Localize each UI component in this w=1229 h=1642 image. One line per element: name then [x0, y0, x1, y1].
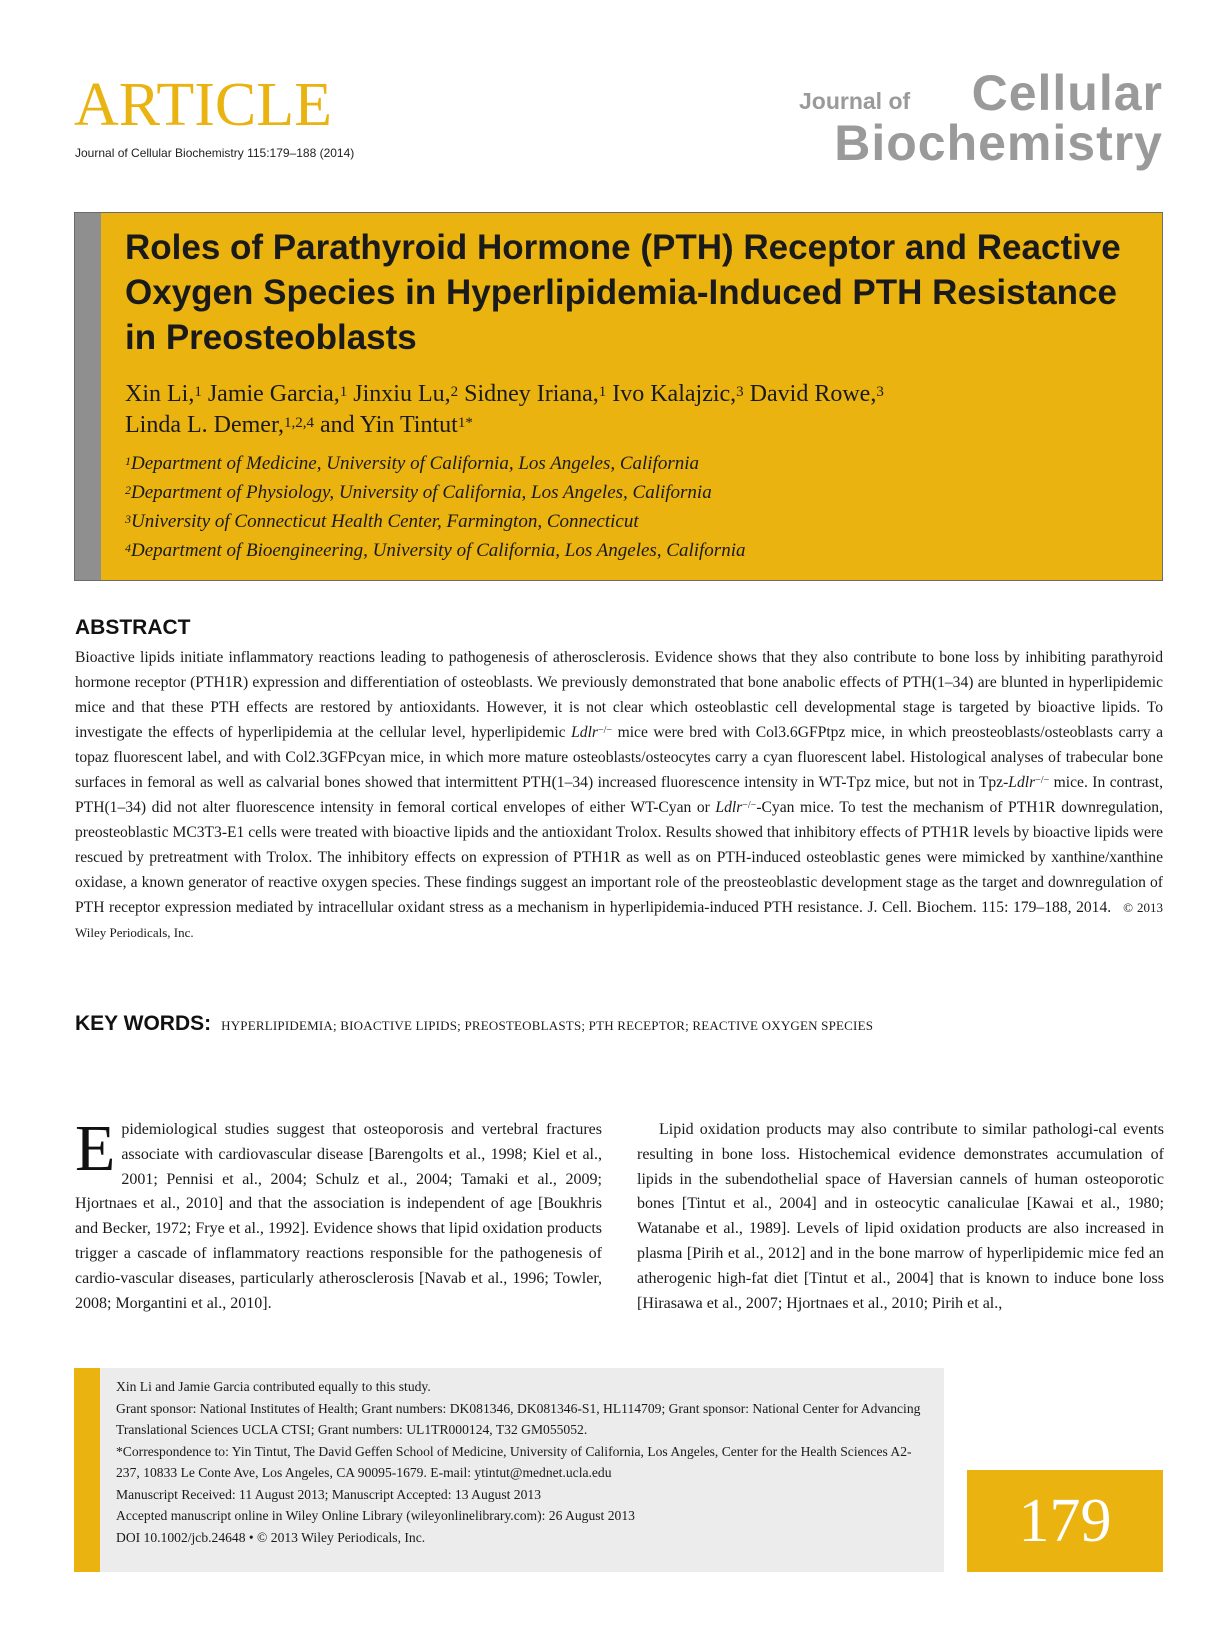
masthead-prefix: Journal of	[799, 88, 911, 114]
masthead-word-biochemistry: Biochemistry	[834, 115, 1163, 171]
author-name: Linda L. Demer,	[125, 412, 284, 438]
paper-title: Roles of Parathyroid Hormone (PTH) Receptor and Reactive Oxygen Species in Hyperlipidemia-Induced PTH Resistance in Preosteoblasts	[125, 228, 1121, 357]
author-name: Xin Li,	[125, 381, 195, 407]
footnote-line: Accepted manuscript online in Wiley Online Library (wileyonlinelibrary.com): 26 August 2013	[116, 1508, 635, 1523]
affiliation	[125, 536, 1135, 565]
gene-ldlr: Ldlr	[715, 799, 743, 816]
knockout-superscript: −/−	[742, 800, 757, 811]
affiliation-number: 4	[125, 541, 131, 555]
keywords-values: HYPERLIPIDEMIA; BIOACTIVE LIPIDS; PREOSTEOBLASTS; PTH RECEPTOR; REACTIVE OXYGEN SPECIES	[221, 1018, 874, 1033]
journal-masthead	[795, 66, 1165, 176]
body-column-left	[75, 1112, 602, 1316]
body-paragraph-2: Lipid oxidation products may also contribute to similar pathologi-cal events resulting in bone loss. Histochemical evidence demonstrates accumulation of lipids in the subendothelial space of Haversian cannels of human osteoporotic bones [Tintut et al., 2004] and in osteocytic canaliculae [Kawai et al., 1980; Watanabe et al., 1989]. Levels of lipid oxidation products are also increased in plasma [Pirih et al., 2012] and in the bone marrow of hyperlipidemic mice fed an atherogenic high-fat diet [Tintut et al., 2004] that is known to induce bone loss [Hirasawa et al., 2007; Hjortnaes et al., 2010; Pirih et al.,	[637, 1121, 1164, 1312]
knockout-superscript: −/−	[598, 725, 613, 736]
article-label: ARTICLE	[74, 71, 333, 139]
affiliation	[125, 507, 1135, 536]
abstract-copyright: © 2013 Wiley Periodicals, Inc.	[75, 900, 1163, 940]
title-box-side-bar	[75, 213, 101, 580]
body-paragraph-1: pidemiological studies suggest that osteoporosis and vertebral fractures associate with cardiovascular disease [Barengolts et al., 1998; Kiel et al., 2001; Pennisi et al., 2004; Schulz et al., 2004; Tamaki et al., 2009; Hjortnaes et al., 2010] and that the association is independent of age [Boukhris and Becker, 1972; Frye et al., 1992]. Evidence shows that lipid oxidation products trigger a cascade of inflammatory reactions responsible for the pathogenesis of cardio-vascular diseases, particularly atherosclerosis [Navab et al., 1996; Towler, 2008; Morgantini et al., 2010].	[75, 1121, 602, 1312]
author-affiliation-marker: 2	[450, 384, 459, 400]
affiliation-number: 2	[125, 483, 131, 497]
affiliation-text: University of Connecticut Health Center, Farmington, Connecticut	[131, 511, 639, 532]
masthead-word-cellular: Cellular	[971, 65, 1163, 121]
author-name: Jinxiu Lu,	[353, 381, 451, 407]
affiliation-text: Department of Physiology, University of California, Los Angeles, California	[131, 482, 712, 503]
abstract-part-3: mice. In contrast, PTH(1–34) did not alter fluorescence intensity in femoral cortical envelopes of either WT-Cyan or	[75, 774, 1163, 816]
title-box	[74, 212, 1163, 581]
footnote-line: Grant sponsor: National Institutes of Health; Grant numbers: DK081346, DK081346-S1, HL114709; Grant sponsor: National Center for Advancing Translational Sciences UCLA CTSI; Grant numbers: UL1TR000124, T32 GM055052.	[116, 1400, 921, 1437]
affiliation-text: Department of Bioengineering, University of California, Los Angeles, California	[131, 540, 746, 561]
affiliation	[125, 449, 1135, 478]
page-number-box	[967, 1470, 1163, 1572]
affiliation-number: 3	[125, 512, 131, 526]
abstract-text	[75, 645, 1163, 945]
author-name: David Rowe,	[749, 381, 877, 407]
journal-citation: Journal of Cellular Biochemistry 115:179–188 (2014)	[75, 146, 355, 160]
author-affiliation-marker: 1	[598, 384, 607, 400]
affiliation-list	[125, 449, 1135, 565]
footnote-line: DOI 10.1002/jcb.24648 • © 2013 Wiley Periodicals, Inc.	[116, 1529, 426, 1545]
abstract-part-2: mice were bred with Col3.6GFPtpz mice, in which preosteoblasts/osteoblasts carry a topaz fluorescent label, and with Col2.3GFPcyan mice, in which more mature osteoblasts/osteocytes carry a cyan fluorescent label. Histological analyses of trabecular bone surfaces in femoral as well as calvarial bones showed that intermittent PTH(1–34) increased fluorescence intensity in WT-Tpz mice, but not in Tpz-	[75, 724, 1163, 791]
knockout-superscript: −/−	[1035, 775, 1050, 786]
author-affiliation-marker: 3	[736, 384, 744, 400]
footnote-line[interactable]: *Correspondence to: Yin Tintut, The David Geffen School of Medicine, University of California, Los Angeles, Center for the Health Sciences A2-237, 10833 Le Conte Ave, Los Angeles, CA 90095-1679. E-mail: ytintut@mednet.ucla.edu	[116, 1443, 912, 1480]
body-column-right	[637, 1118, 1164, 1316]
gene-ldlr: Ldlr	[1008, 774, 1036, 791]
affiliation	[125, 478, 1135, 507]
author-affiliation-marker: 1	[339, 384, 348, 400]
affiliation-number: 1	[125, 454, 131, 468]
abstract-part-4: -Cyan mice. To test the mechanism of PTH1R downregulation, preosteoblastic MC3T3-E1 cells were treated with bioactive lipids and the antioxidant Trolox. Results showed that inhibitory effects of PTH1R levels by bioactive lipids were rescued by pretreatment with Trolox. The inhibitory effects on expression of PTH1R as well as on PTH-induced osteoblastic genes were mimicked by xanthine/xanthine oxidase, a known generator of reactive oxygen species. These findings suggest an important role of the preosteoblastic development stage as the target and downregulation of PTH receptor expression mediated by intracellular oxidant stress as a mechanism in hyperlipidemia-induced PTH resistance. J. Cell. Biochem. 115: 179–188, 2014.	[75, 799, 1163, 916]
author-name: Ivo Kalajzic,	[612, 381, 737, 407]
footnote-side-bar	[74, 1368, 100, 1572]
author-name: Sidney Iriana,	[464, 381, 599, 407]
abstract-heading: ABSTRACT	[75, 616, 191, 639]
footnote-box	[74, 1368, 944, 1572]
page-number: 179	[1018, 1486, 1112, 1555]
author-affiliation-marker: 1*	[457, 415, 473, 431]
footnote-line: Xin Li and Jamie Garcia contributed equally to this study.	[116, 1379, 431, 1394]
author-list	[125, 379, 1135, 441]
footnote-text	[116, 1376, 934, 1548]
abstract-part-1: Bioactive lipids initiate inflammatory reactions leading to pathogenesis of atherosclerosis. Evidence shows that they also contribute to bone loss by inhibiting parathyroid hormone receptor (PTH1R) expression and differentiation of osteoblasts. We previously demonstrated that bone anabolic effects of PTH(1–34) are blunted in hyperlipidemic mice and that these PTH effects are restored by antioxidants. However, it is not clear which osteoblastic cell developmental stage is targeted by bioactive lipids. To investigate the effects of hyperlipidemia at the cellular level, hyperlipidemic	[75, 649, 1163, 741]
gene-ldlr: Ldlr	[571, 724, 598, 741]
author-affiliation-marker: 1	[194, 384, 202, 400]
author-affiliation-marker: 3	[876, 384, 884, 400]
drop-cap: E	[75, 1112, 116, 1185]
keywords-label: KEY WORDS:	[75, 1012, 212, 1035]
author-name: and Yin Tintut	[319, 412, 458, 438]
affiliation-text: Department of Medicine, University of California, Los Angeles, California	[131, 453, 700, 474]
footnote-line: Manuscript Received: 11 August 2013; Manuscript Accepted: 13 August 2013	[116, 1486, 541, 1502]
author-affiliation-marker: 1,2,4	[283, 415, 314, 431]
keywords-row	[75, 1012, 1163, 1036]
author-name: Jamie Garcia,	[207, 381, 340, 407]
